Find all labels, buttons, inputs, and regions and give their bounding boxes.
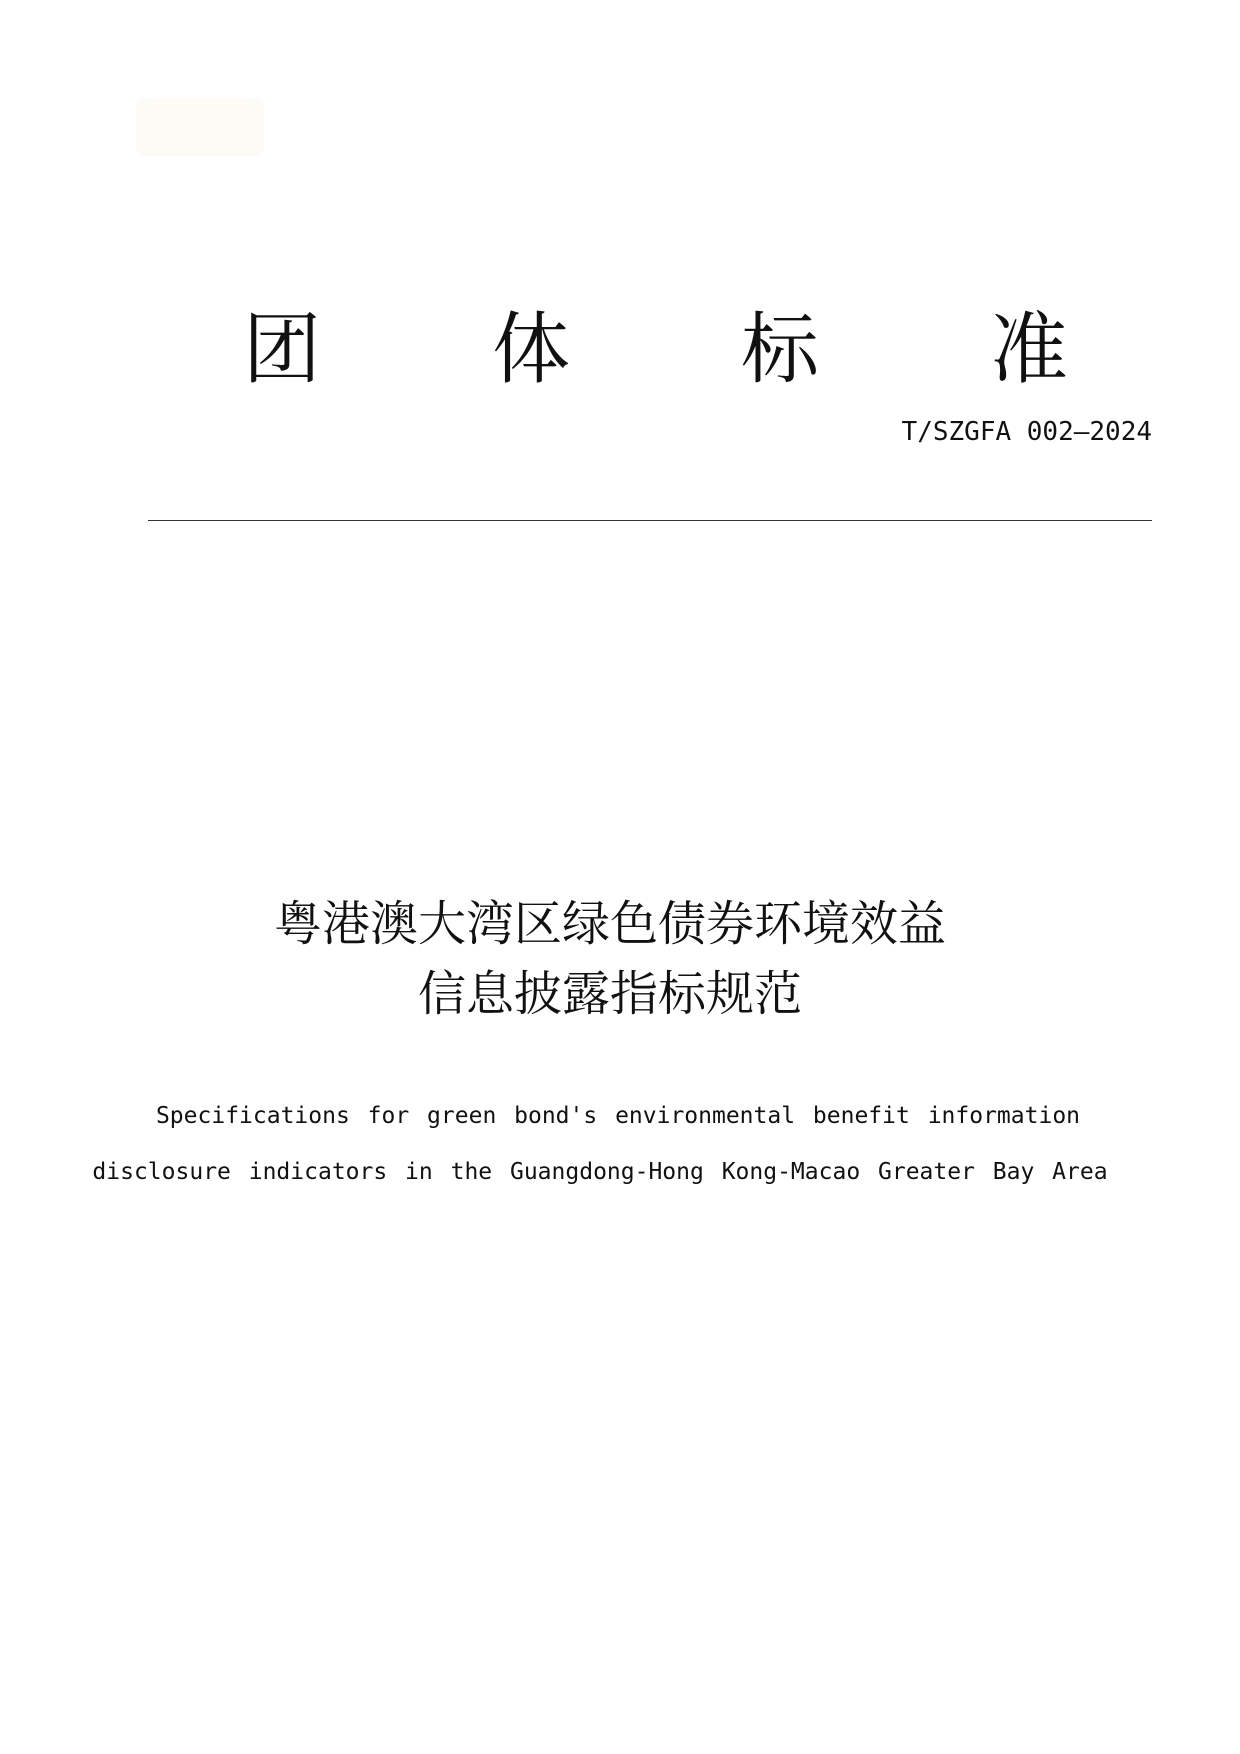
- title-cn-line-1: 粤港澳大湾区绿色债券环境效益: [273, 896, 946, 952]
- standard-type-char-1: 团: [243, 305, 322, 395]
- standard-code: T/SZGFA 002—2024: [901, 417, 1152, 447]
- header-divider: [148, 520, 1152, 521]
- standard-type-heading: [0, 295, 1240, 405]
- issuer-logo-mark: [136, 98, 264, 156]
- standard-type-char-3: 标: [741, 305, 820, 395]
- title-cn-line-2: 信息披露指标规范: [417, 966, 802, 1022]
- title-en-line-1: Specifications for green bond's environmental benefit information: [155, 1103, 1081, 1129]
- standard-type-char-2: 体: [492, 305, 571, 395]
- standard-type-char-4: 准: [990, 305, 1069, 395]
- title-en-line-2: disclosure indicators in the Guangdong-Hong Kong-Macao Greater Bay Area: [92, 1159, 1108, 1185]
